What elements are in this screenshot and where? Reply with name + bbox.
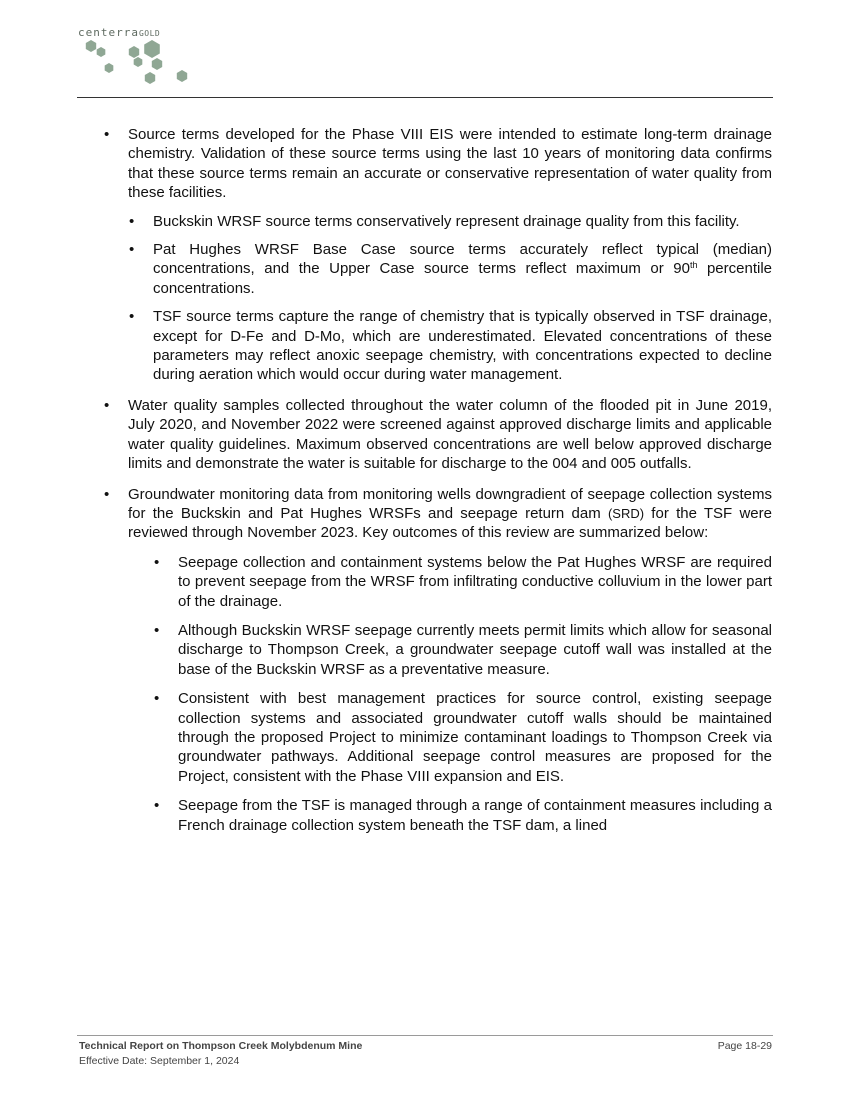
- paragraph-text: Groundwater monitoring data from monitoring wells downgradient of seepage collection systems for the Buckskin and Pat Hughes WRSFs and seepage return dam: [128, 485, 772, 522]
- hexagon-shape: [152, 58, 162, 70]
- hexagon-shape: [97, 47, 106, 57]
- bullet-icon: •: [154, 797, 160, 815]
- bullet-icon: •: [104, 396, 110, 414]
- hexagon-shape: [105, 63, 114, 73]
- bullet-icon: •: [154, 621, 160, 639]
- paragraph: Consistent with best management practices for source control, existing seepage collection systems and associated groundwater cutoff walls should be maintained through the proposed Project to minimize contaminant loadings to Thompson Creek via groundwater pathways. Additional seepage control measures are proposed for the Project, consistent with the Phase VIII expansion and EIS.: [178, 690, 772, 785]
- footer-divider: [77, 1035, 773, 1036]
- bullet-icon: •: [154, 553, 160, 571]
- list-item: [104, 212, 772, 231]
- abbreviation: (SRD): [607, 505, 645, 521]
- bullet-list: [104, 125, 772, 835]
- paragraph: Seepage from the TSF is managed through a range of containment measures including a French drainage collection system beneath the TSF dam, a lined: [178, 797, 772, 834]
- paragraph-text: for the TSF were reviewed through November 2023. Key outcomes of this review are summarized below:: [128, 504, 772, 542]
- list-item: [104, 689, 772, 786]
- logo-suffix: GOLD: [138, 29, 161, 38]
- bullet-icon: •: [129, 308, 135, 326]
- list-item: [104, 396, 772, 474]
- footer-report-title: Technical Report on Thompson Creek Molybdenum Mine: [79, 1040, 363, 1052]
- paragraph: [153, 241, 772, 297]
- header-divider: [77, 97, 773, 98]
- list-item: [104, 553, 772, 611]
- paragraph: [128, 486, 772, 542]
- list-item: [104, 125, 772, 203]
- bullet-icon: •: [154, 690, 160, 708]
- hexagon-cluster-icon: [78, 38, 208, 98]
- paragraph-text: Pat Hughes WRSF Base Case source terms accurately reflect typical (median) concentrations, and the Upper Case source terms reflect maximum or 90: [153, 241, 772, 278]
- list-item: [104, 621, 772, 679]
- paragraph: Buckskin WRSF source terms conservatively represent drainage quality from this facility.: [153, 212, 740, 230]
- bullet-icon: •: [129, 212, 135, 230]
- paragraph-text: percentile concentrations.: [153, 260, 772, 297]
- hexagon-shape: [86, 40, 96, 52]
- hexagon-shape: [144, 40, 160, 58]
- company-logo: [78, 26, 208, 98]
- hexagon-shape: [134, 57, 143, 67]
- paragraph: Seepage collection and containment systems below the Pat Hughes WRSF are required to prevent seepage from the WRSF from infiltrating conductive colluvium in the lower part of the drainage.: [178, 553, 772, 610]
- bullet-icon: •: [129, 241, 135, 259]
- paragraph: Although Buckskin WRSF seepage currently meets permit limits which allow for seasonal discharge to Thompson Creek, a groundwater seepage cutoff wall was installed at the base of the Buckskin WRSF as a preventative measure.: [178, 621, 772, 678]
- hexagon-shape: [145, 72, 155, 84]
- list-item: [104, 240, 772, 298]
- paragraph: Source terms developed for the Phase VIII EIS were intended to estimate long-term drainage chemistry. Validation of these source terms using the last 10 years of monitoring data confirms that these source terms remain an accurate or conservative representation of water quality from these facilities.: [128, 126, 772, 202]
- paragraph: Water quality samples collected throughout the water column of the flooded pit in June 2019, July 2020, and November 2022 were screened against approved discharge limits and applicable water quality guidelines. Maximum observed concentrations are well below approved discharge limits and demonstrate the water is suitable for discharge to the 004 and 005 outfalls.: [128, 396, 772, 473]
- bullet-icon: •: [104, 485, 110, 503]
- bullet-icon: •: [104, 126, 110, 143]
- hexagon-shape: [129, 46, 139, 58]
- list-item: [104, 307, 772, 385]
- list-item: [104, 485, 772, 543]
- paragraph: TSF source terms capture the range of chemistry that is typically observed in TSF drainage, except for D-Fe and D-Mo, which are underestimated. Elevated concentrations of these parameters may reflect anoxic seepage chemistry, with concentrations expected to decline during aeration which would occur during water management.: [153, 308, 772, 384]
- superscript: th: [689, 260, 698, 271]
- footer-effective-date: Effective Date: September 1, 2024: [79, 1055, 240, 1067]
- page-body: [104, 125, 772, 835]
- hexagon-shape: [177, 70, 187, 82]
- logo-word: centerra: [78, 26, 139, 39]
- page-number: Page 18-29: [717, 1040, 772, 1052]
- list-item: [104, 796, 772, 835]
